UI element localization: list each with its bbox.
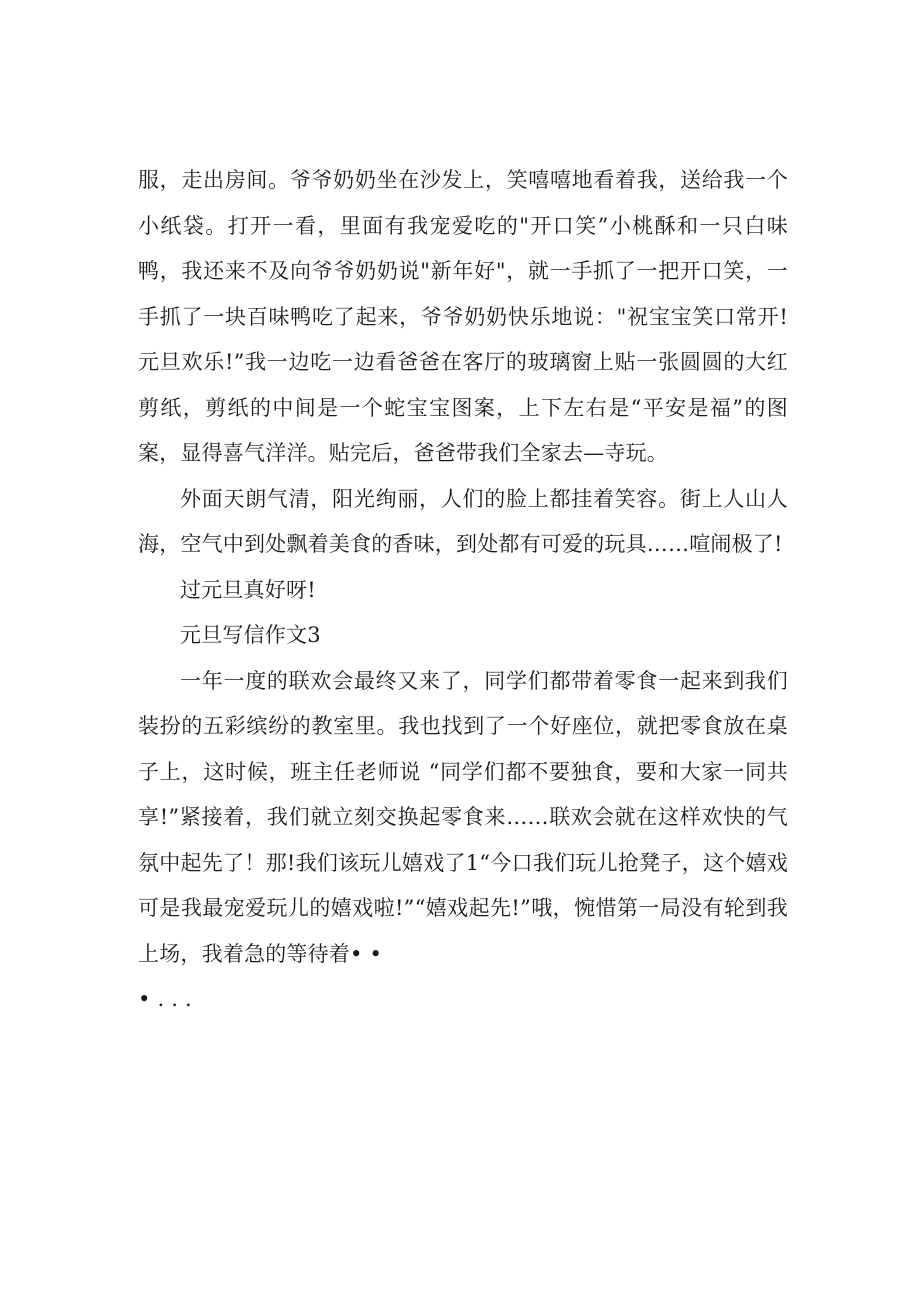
paragraph-street-scene: 外面天朗气清，阳光绚丽，人们的脸上都挂着笑容。街上人山人海，空气中到处飘着美食的香味，到处都有可爱的玩具……喧闹极了! xyxy=(138,486,788,556)
paragraph-party: 一年一度的联欢会最终又来了，同学们都带着零食一起来到我们装扮的五彩缤纷的教室里。我也找到了一个好座位，就把零食放在桌子上，这时候，班主任老师说 “同学们都不要独食，要和大家一同共享!”紧接着，我们就立刻交换起零食来……联欢会就在这样欢快的气氛中起先了！那!我们该玩儿嬉戏了1“今口我们玩儿抢凳子，这个嬉戏可是我最宠爱玩儿的嬉戏啦!”“嬉戏起先!”哦，惋惜第一局没有轮到我上场，我着急的等待着• • xyxy=(138,668,788,966)
paragraph-exclamation: 过元旦真好呀! xyxy=(180,577,316,602)
paragraph-trailing-dots: • . . . xyxy=(138,987,192,1011)
paragraph-continuation: 服，走出房间。爷爷奶奶坐在沙发上，笑嘻嘻地看着我，送给我一个小纸袋。打开一看，里面有我宠爱吃的"开口笑”小桃酥和一只白味鸭，我还来不及向爷爷奶奶说"新年好"，就一手抓了一把开口笑，一手抓了一块百味鸭吃了起来，爷爷奶奶快乐地说："祝宝宝笑口常开!元旦欢乐!”我一边吃一边看爸爸在客厅的玻璃窗上贴一张圆圆的大红剪纸，剪纸的中间是一个蛇宝宝图案，上下左右是“平安是福”的图案，显得喜气洋洋。贴完后，爸爸带我们全家去—寺玩。 xyxy=(138,168,789,465)
document-body xyxy=(138,158,788,1023)
section-title: 元旦写信作文3 xyxy=(180,623,321,647)
